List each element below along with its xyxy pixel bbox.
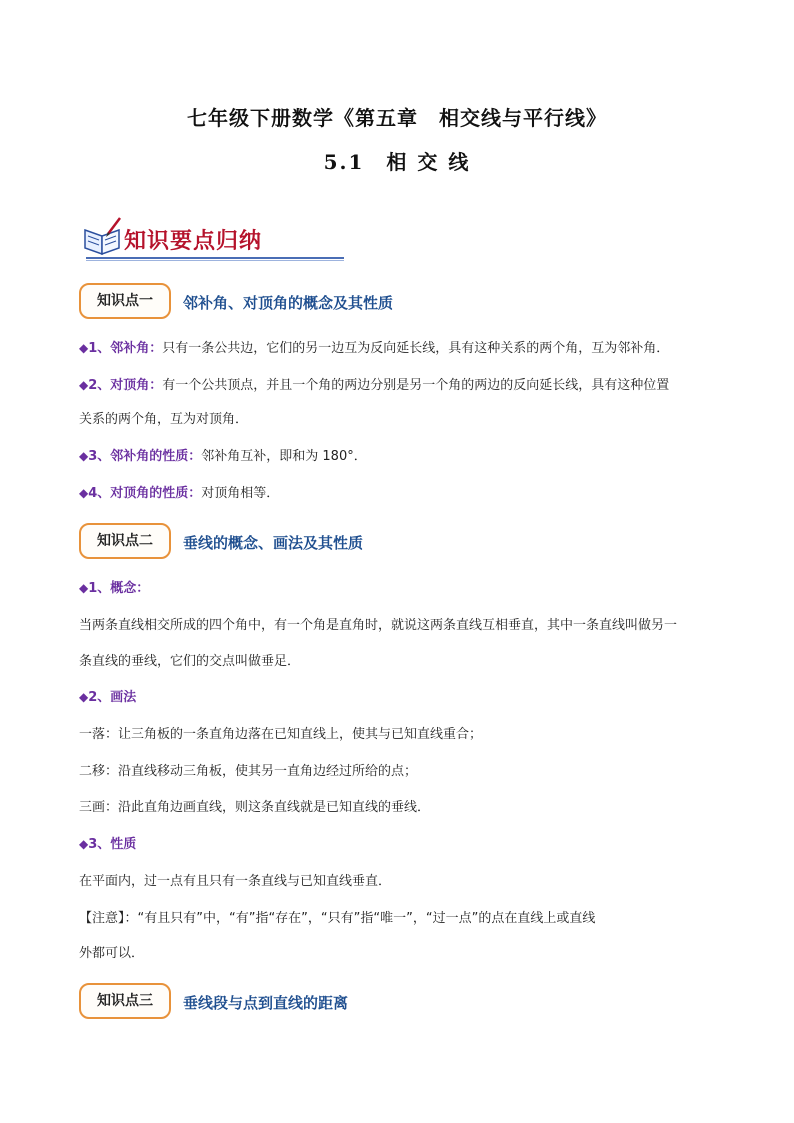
- diamond-bullet-icon: ◆: [79, 690, 89, 704]
- text-line: ◆2、画法: [79, 690, 137, 705]
- document-title: 七年级下册数学《第五章 相交线与平行线》: [187, 106, 607, 130]
- knowledge-point-heading-3: 垂线段与点到直线的距离: [183, 994, 349, 1012]
- diamond-bullet-icon: ◆: [79, 581, 89, 595]
- diamond-bullet-icon: ◆: [79, 378, 89, 392]
- knowledge-point-box-1: 知识点一: [79, 283, 171, 319]
- text-line: 外都可以．: [79, 946, 145, 961]
- diamond-bullet-icon: ◆: [79, 449, 89, 463]
- text-line: ◆2、对顶角：有一个公共顶点，并且一个角的两边分别是另一个角的两边的反向延长线，具有这种位置: [79, 378, 670, 393]
- banner-text: 知识要点归纳: [124, 228, 263, 254]
- text-line: 条直线的垂线，它们的交点叫做垂足．: [79, 654, 301, 669]
- knowledge-banner: [80, 212, 344, 262]
- text-line: 三画：沿此直角边画直线，则这条直线就是已知直线的垂线．: [79, 800, 431, 815]
- diamond-bullet-icon: ◆: [79, 837, 89, 851]
- text-line: ◆4、对顶角的性质：对顶角相等．: [79, 486, 280, 501]
- text-line: 【注意】：“有且只有”中，“有”指“存在”，“只有”指“唯一”，“过一点”的点在直线上或直线: [79, 911, 596, 926]
- text-line: 当两条直线相交所成的四个角中，有一个角是直角时，就说这两条直线互相垂直，其中一条直线叫做另一: [79, 618, 678, 633]
- knowledge-point-heading-1: 邻补角、对顶角的概念及其性质: [183, 294, 394, 312]
- text-line: 一落：让三角板的一条直角边落在已知直线上，使其与已知直线重合；: [79, 727, 483, 742]
- book-pen-icon: [82, 216, 124, 258]
- knowledge-point-box-3: 知识点三: [79, 983, 171, 1019]
- diamond-bullet-icon: ◆: [79, 486, 89, 500]
- text-line: ◆1、概念：: [79, 581, 150, 596]
- banner-underline: [86, 257, 344, 259]
- banner-underline-thin: [86, 260, 344, 261]
- section-title: 5.1 相 交 线: [323, 150, 471, 174]
- knowledge-point-box-2: 知识点二: [79, 523, 171, 559]
- text-line: 二移：沿直线移动三角板，使其另一直角边经过所给的点；: [79, 764, 418, 779]
- text-line: ◆1、邻补角：只有一条公共边，它们的另一边互为反向延长线，具有这种关系的两个角，互为邻补角．: [79, 341, 670, 356]
- text-line: ◆3、性质: [79, 837, 137, 852]
- text-line: 在平面内，过一点有且只有一条直线与已知直线垂直．: [79, 874, 392, 889]
- text-line: 关系的两个角，互为对顶角．: [79, 412, 249, 427]
- diamond-bullet-icon: ◆: [79, 341, 89, 355]
- knowledge-point-heading-2: 垂线的概念、画法及其性质: [183, 534, 364, 552]
- text-line: ◆3、邻补角的性质：邻补角互补，即和为 180°．: [79, 449, 367, 464]
